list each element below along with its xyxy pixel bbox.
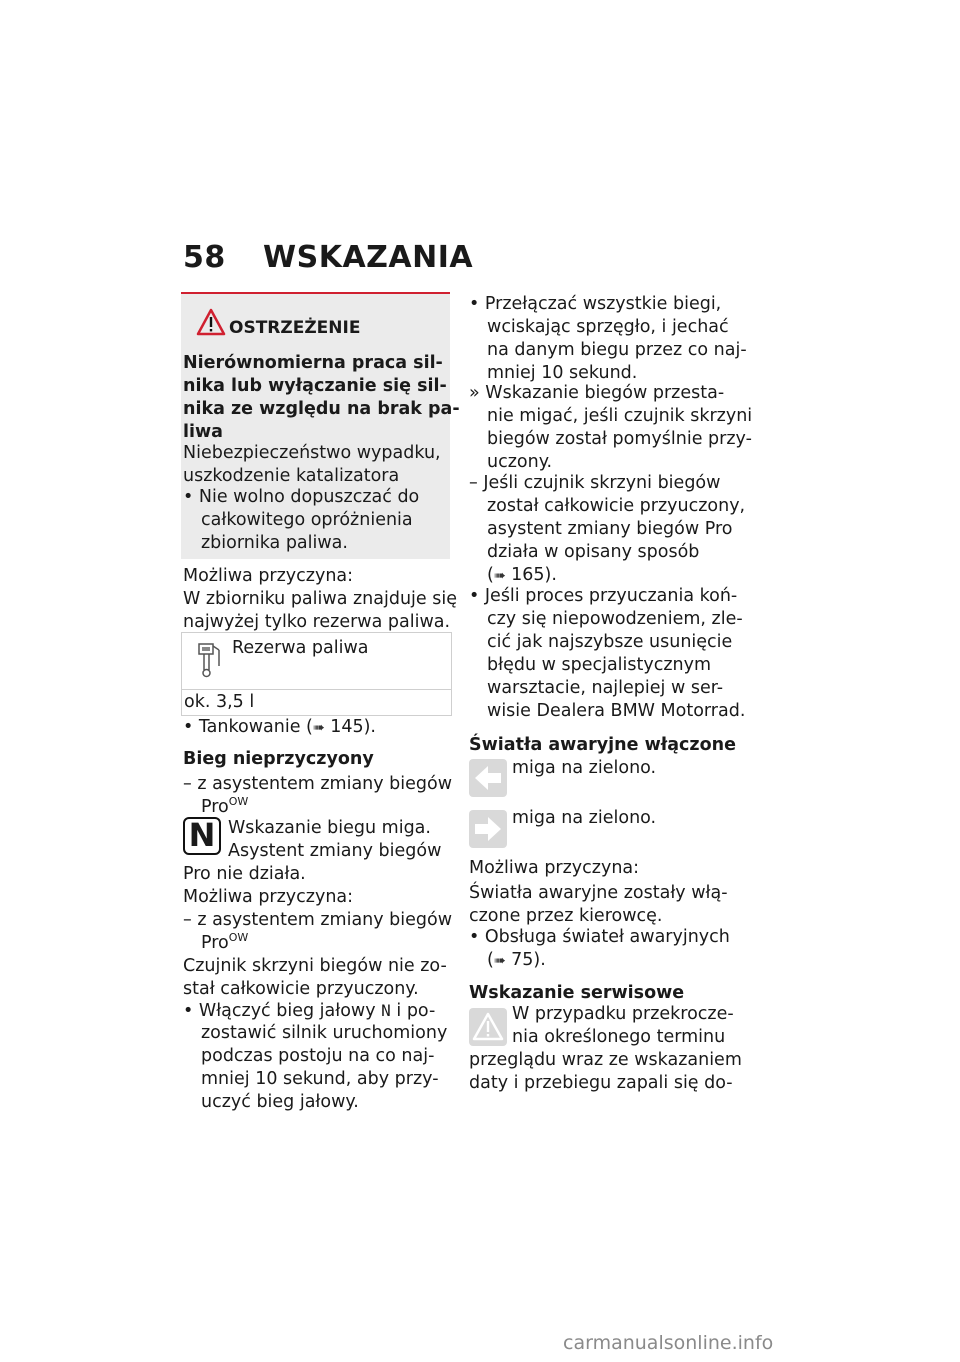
warning-title-line: nika lub wyłączanie się sil- — [183, 376, 447, 396]
cause-label: Możliwa przyczyna: — [183, 566, 354, 586]
neutral-line: uczyć bieg jałowy. — [201, 1092, 359, 1112]
service-line: W przypadku przekrocze- — [512, 1004, 734, 1024]
dash-ref-link[interactable]: 165). — [511, 565, 557, 585]
hazard-bullet-text: Obsługa świateł awaryjnych — [484, 927, 730, 947]
hazard-ref-link[interactable]: 75). — [511, 950, 546, 970]
fail-text: Jeśli proces przyuczania koń- — [484, 586, 738, 606]
warning-bullet-cont: zbiornika paliwa. — [201, 533, 348, 553]
fuel-reserve-value: ok. 3,5 l — [184, 692, 255, 712]
dash-line: został całkowicie przyuczony, — [487, 496, 746, 516]
page-number: 58 — [183, 240, 226, 275]
warning-title-line: nika ze względu na brak pa- — [183, 399, 460, 419]
ow-superscript: OW — [228, 795, 249, 809]
service-warning-icon — [469, 1008, 507, 1046]
result-line: uczony. — [487, 452, 553, 472]
gear-desc-line: Wskazanie biegu miga. — [228, 818, 431, 838]
hazard-ref — [469, 949, 546, 973]
dash-line: działa w opisany sposób — [487, 542, 700, 562]
page-ref-arrow-icon: ➠ — [493, 953, 506, 969]
page-header — [183, 240, 473, 275]
neutral-bullet: • Włączyć bieg jałowy N i po- — [183, 1001, 436, 1021]
cause-line: najwyżej tylko rezerwa paliwa. — [183, 612, 451, 632]
warning-title-line: liwa — [183, 422, 223, 442]
hazard-bullet: • Obsługa świateł awaryjnych — [469, 927, 730, 947]
shift-text: Przełączać wszystkie biegi, — [484, 294, 722, 314]
ref-paren: ( — [487, 950, 494, 970]
page-title: WSKAZANIA — [263, 240, 474, 275]
turn-left-icon — [469, 759, 507, 797]
gear-dash-text: z asystentem zmiany biegów — [197, 774, 453, 794]
hazard-heading: Światła awaryjne włączone — [469, 735, 736, 755]
gear-desc-line: Pro nie działa. — [183, 864, 306, 884]
hazard-right-text: miga na zielono. — [512, 808, 657, 828]
hazard-left-text: miga na zielono. — [512, 758, 657, 778]
neutral-gear-icon: N — [183, 817, 221, 855]
dash-line: – Jeśli czujnik skrzyni biegów — [469, 473, 721, 493]
hazard-cause-line: Światła awaryjne zostały włą- — [469, 883, 728, 903]
result-line: nie migać, jeśli czujnik skrzyni — [487, 406, 753, 426]
warning-bullet-cont: całkowitego opróżnienia — [201, 510, 413, 530]
shift-line: wciskając sprzęgło, i jechać — [487, 317, 729, 337]
result-text: Wskazanie biegów przesta- — [485, 383, 725, 403]
fail-bullet: • Jeśli proces przyuczania koń- — [469, 586, 738, 606]
ow-superscript: OW — [228, 931, 249, 945]
service-line: nia określonego terminu — [512, 1027, 726, 1047]
service-line: daty i przebiegu zapali się do- — [469, 1073, 733, 1093]
watermark: carmanualsonline.info — [563, 1332, 774, 1354]
fail-line: błędu w specjalistycznym — [487, 655, 712, 675]
warning-text-line: Niebezpieczeństwo wypadku, — [183, 443, 441, 463]
fail-line: czy się niepowodzeniem, zle- — [487, 609, 743, 629]
tank-bullet-text: Tankowanie ( — [198, 717, 313, 737]
fail-line: cić jak najszybsze usunięcie — [487, 632, 733, 652]
result-line: biegów został pomyślnie przy- — [487, 429, 752, 449]
gear-desc-line: Asystent zmiany biegów — [228, 841, 442, 861]
neutral-bullet-text-post: i po- — [396, 1001, 436, 1021]
cause-label: Możliwa przyczyna: — [183, 887, 354, 907]
tank-bullet: • Tankowanie (➠ 145). — [183, 717, 376, 737]
service-line: przeglądu wraz ze wskazaniem — [469, 1050, 742, 1070]
shift-line: mniej 10 sekund. — [487, 363, 638, 383]
warning-text-line: uszkodzenie katalizatora — [183, 466, 400, 486]
fuel-reserve-label: Rezerwa paliwa — [232, 638, 369, 658]
neutral-letter: N — [381, 1001, 391, 1020]
hazard-cause-line: czone przez kierowcę. — [469, 906, 663, 926]
dash-line: asystent zmiany biegów Pro — [487, 519, 733, 539]
fail-line: warsztacie, najlepiej w ser- — [487, 678, 724, 698]
sensor-line: Czujnik skrzyni biegów nie zo- — [183, 956, 447, 976]
gear-dash: – z asystentem zmiany biegów — [183, 774, 453, 794]
warning-bullet-text: Nie wolno dopuszczać do — [198, 487, 420, 507]
page-ref-arrow-icon: ➠ — [493, 568, 506, 584]
ref-paren: ( — [487, 565, 494, 585]
shift-line: na danym biegu przez co naj- — [487, 340, 747, 360]
gear-pro — [183, 932, 248, 955]
neutral-bullet-text: Włączyć bieg jałowy — [198, 1001, 376, 1021]
cause-label: Możliwa przyczyna: — [469, 858, 640, 878]
gear-heading: Bieg nieprzyczyony — [183, 749, 374, 769]
warning-bullet: • Nie wolno dopuszczać do — [183, 487, 420, 507]
warning-label: OSTRZEŻENIE — [229, 318, 361, 338]
dash-text: Jeśli czujnik skrzyni biegów — [483, 473, 721, 493]
sensor-line: stał całkowicie przyuczony. — [183, 979, 419, 999]
gear-dash: – z asystentem zmiany biegów — [183, 910, 453, 930]
pro-text: Pro — [201, 797, 229, 817]
neutral-line: zostawić silnik uruchomiony — [201, 1023, 448, 1043]
page-ref-arrow-icon: ➠ — [312, 720, 325, 736]
warning-title-line: Nierównomierna praca sil- — [183, 353, 443, 373]
tank-ref-link[interactable]: 145). — [330, 717, 376, 737]
turn-right-icon — [469, 810, 507, 848]
neutral-line: podczas postoju na co naj- — [201, 1046, 435, 1066]
neutral-line: mniej 10 sekund, aby przy- — [201, 1069, 439, 1089]
service-heading: Wskazanie serwisowe — [469, 983, 685, 1003]
fuel-pump-icon — [196, 640, 224, 678]
fail-line: wisie Dealera BMW Motorrad. — [487, 701, 746, 721]
shift-bullet: • Przełączać wszystkie biegi, — [469, 294, 722, 314]
warning-triangle-icon — [196, 308, 226, 336]
gear-dash-text: z asystentem zmiany biegów — [197, 910, 453, 930]
pro-text: Pro — [201, 933, 229, 953]
cause-line: W zbiorniku paliwa znajduje się — [183, 589, 457, 609]
result-line: » Wskazanie biegów przesta- — [469, 383, 725, 403]
